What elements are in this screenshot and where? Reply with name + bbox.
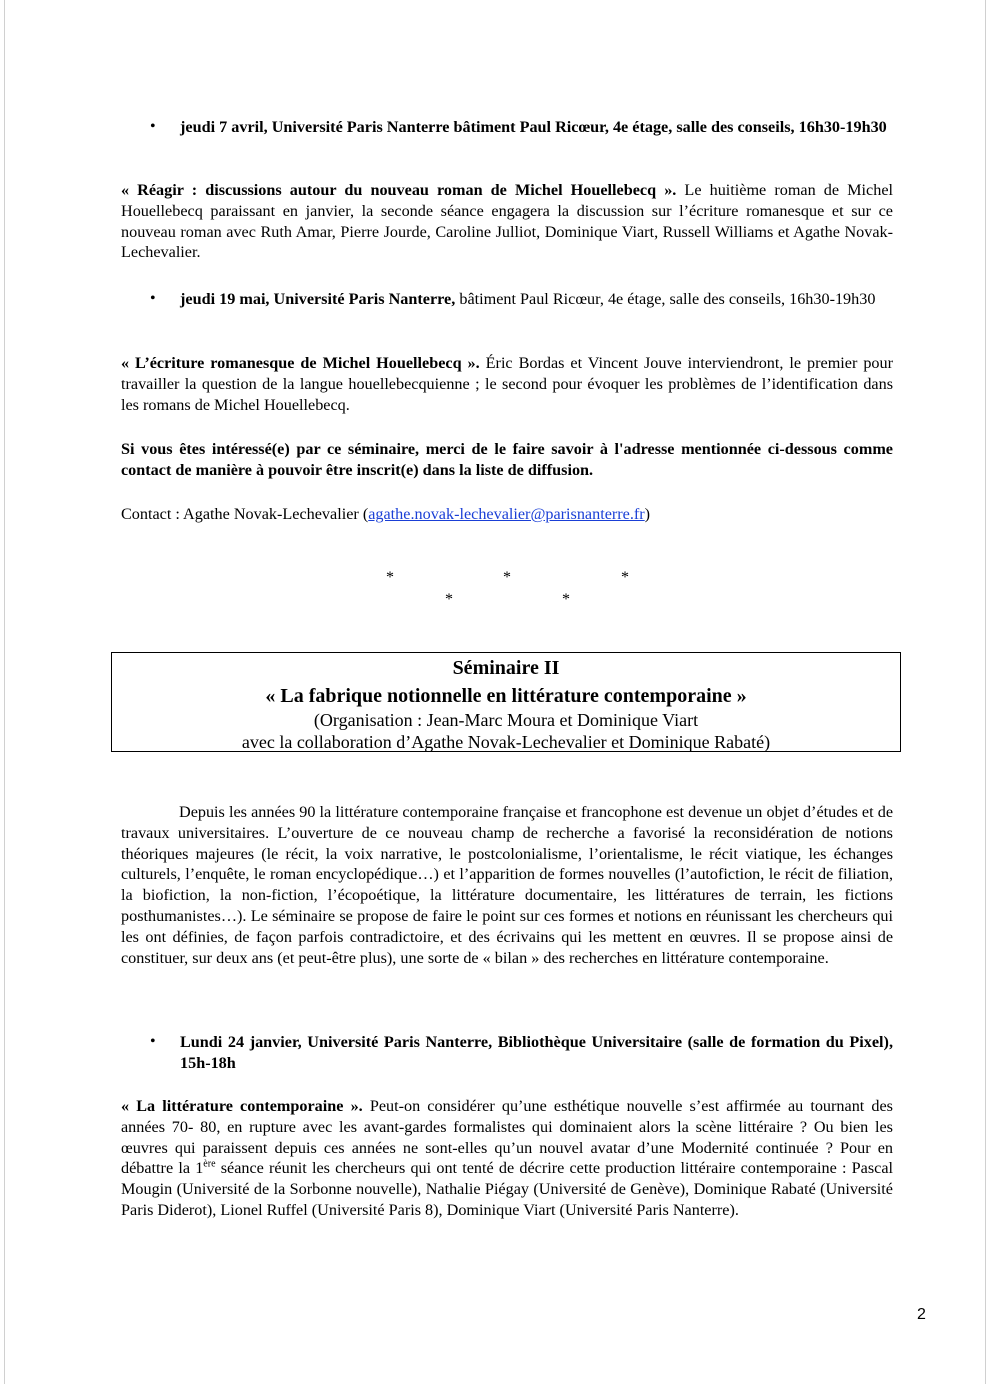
session-date-1: jeudi 7 avril, Université Paris Nanterre bâtiment Paul Ricœur, 4e étage, salle des conseils, 16h30-19h30 [180,118,887,136]
page-number: 2 [917,1306,926,1323]
separator-star: * [386,569,394,586]
contact-line [121,504,893,525]
separator-star: * [562,591,570,608]
session-date-3: Lundi 24 janvier, Université Paris Nanterre, Bibliothèque Universitaire (salle de formation du Pixel), 15h-18h [180,1033,893,1072]
session-description-1 [121,180,893,263]
contact-label: Contact : Agathe Novak-Lechevalier ( [121,505,369,523]
bullet-dot: • [150,1033,156,1050]
session-title-1: « Réagir : discussions autour du nouveau roman de Michel Houellebecq ». [121,181,677,199]
session-text-3a: Peut-on considérer qu’une esthétique nouvelle s’est affirmée au tournant des années 70- 80, en rupture avec les avant-gardes formalistes qui dominaient alors la scène littéraire ? Ou bien les œuvres qui paraissent depuis ces années ne sont-elles qu’un nouvel avatar d’une Modernité continuée ? Pour en débattre la 1 [121,1097,893,1178]
separator-star: * [445,591,453,608]
session-text-1: Le huitième roman de Michel Houellebecq paraissant en janvier, la seconde séance engagera la discussion sur l’écriture romanesque et sur ce nouveau roman avec Ruth Amar, Pierre Jourde, Caroline Julliot, Dominique Viart, Russell Williams et Agathe Novak-Lechevalier. [121,181,893,262]
registration-notice [121,439,893,481]
session-text-2: Éric Bordas et Vincent Jouve interviendront, le premier pour travailler la question de la langue houellebecquienne ; le second pour évoquer les problèmes de l’identification dans les romans de Michel Houellebecq. [121,354,893,414]
separator-star: * [621,569,629,586]
session-description-3 [121,1096,893,1221]
bullet-dot: • [150,290,156,307]
seminar-collaborators: avec la collaboration d’Agathe Novak-Lechevalier et Dominique Rabaté) [241,732,771,752]
bullet-dot: • [150,118,156,135]
seminar-title-box [111,652,901,752]
session-title-3: « La littérature contemporaine ». [121,1097,363,1115]
seminar-title: « La fabrique notionnelle en littérature contemporaine » [265,685,747,707]
seminar-introduction-text: Depuis les années 90 la littérature contemporaine française et francophone est devenue un objet d’études et de travaux universitaires. L’ouverture de ce nouveau champ de recherche a favorisé la reconsidération de notions théoriques majeures (le récit, la voix narrative, le postcolonialisme, l’orientalisme, le récit viatique, les échanges culturels, l’enquête, le roman encyclopédique…) et l’apparition de formes nouvelles (l’autofiction, le récit de filiation, la biofiction, la non-fiction, l’écopoétique, la littérature documentaire, les littératures de terrain, les fictions posthumanistes…). Le séminaire se propose de faire le point sur ces formes et notions en réunissant les chercheurs qui les ont définies, de façon parfois contradictoire, et des écrivains qui les mettent en œuvres. Il se propose ainsi de constituer, sur deux ans (et peut-être plus), une sorte de « bilan » des recherches en littérature contemporaine. [121,803,893,967]
seminar-organisers: (Organisation : Jean-Marc Moura et Dominique Viart [313,710,699,730]
session-date-2-rest: bâtiment Paul Ricœur, 4e étage, salle des conseils, 16h30-19h30 [455,290,876,308]
ordinal-superscript: ère [203,1159,216,1170]
seminar-heading: Séminaire II [452,657,560,679]
session-date-2-bold: jeudi 19 mai, Université Paris Nanterre, [180,290,456,308]
session-date-2 [180,289,893,310]
session-text-3b: séance réunit les chercheurs qui ont tenté de décrire cette production littéraire contemporaine : Pascal Mougin (Université de la Sorbonne nouvelle), Nathalie Piégay (Université de Genève), Dominique Rabaté (Université Paris Diderot), Lionel Ruffel (Université Paris 8), Dominique Viart (Université Paris Nanterre). [121,1159,893,1219]
session-description-2 [121,353,893,415]
page-edge-left [4,0,5,1384]
session-title-2: « L’écriture romanesque de Michel Houellebecq ». [121,354,480,372]
separator-star: * [503,569,511,586]
seminar-introduction [121,802,893,968]
contact-email-link[interactable]: agathe.novak-lechevalier@parisnanterre.fr [368,505,645,523]
page-edge-right [985,0,986,1384]
registration-notice-text: Si vous êtes intéressé(e) par ce séminaire, merci de le faire savoir à l'adresse mentionnée ci-dessous comme contact de manière à pouvoir être inscrit(e) dans la liste de diffusion. [121,440,893,479]
contact-suffix: ) [644,505,651,523]
